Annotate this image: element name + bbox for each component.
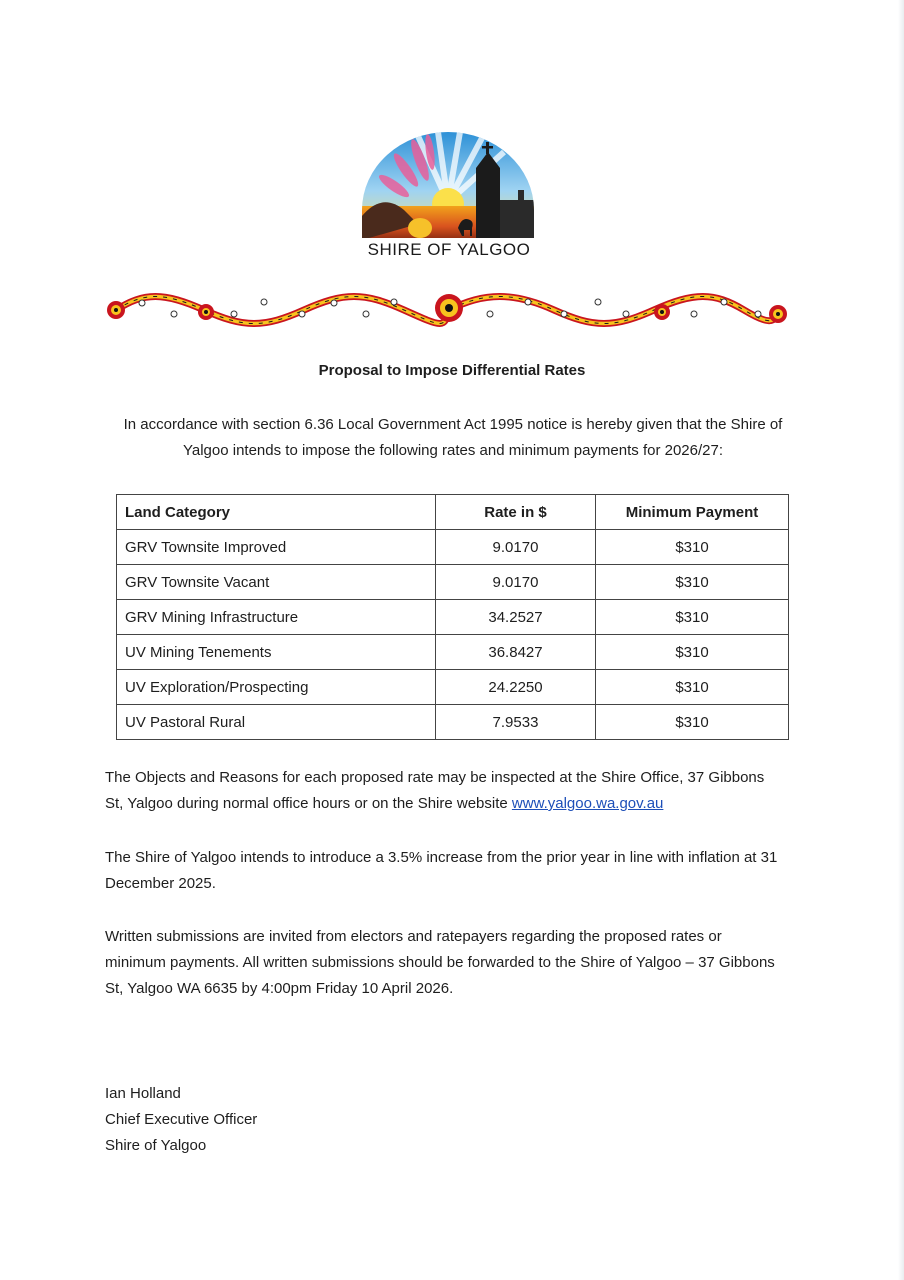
decorative-band: [104, 290, 794, 330]
table-row: [117, 565, 789, 600]
minimum-payment-cell: $310: [596, 705, 789, 740]
rate-cell: 9.0170: [436, 530, 596, 565]
land-category-cell: UV Exploration/Prospecting: [117, 670, 436, 705]
page-edge: [898, 0, 904, 1280]
signatory-organisation: Shire of Yalgoo: [105, 1137, 207, 1154]
table-row: [117, 530, 789, 565]
signature-block: [105, 1081, 257, 1159]
rates-table: [116, 494, 789, 740]
signatory-name: Ian Holland: [105, 1085, 181, 1102]
logo-emblem-icon: [358, 130, 540, 240]
land-category-cell: UV Pastoral Rural: [117, 705, 436, 740]
intro-paragraph: In accordance with section 6.36 Local Government Act 1995 notice is hereby given that the Shire of Yalgoo intends to impose the following rates and minimum payments for 2026/27:: [123, 416, 783, 459]
minimum-payment-cell: $310: [596, 530, 789, 565]
document-title: Proposal to Impose Differential Rates: [318, 362, 586, 379]
table-row: [117, 670, 789, 705]
minimum-payment-cell: $310: [596, 635, 789, 670]
logo-text: SHIRE OF YALGOO: [367, 240, 531, 259]
land-category-cell: GRV Townsite Improved: [117, 530, 436, 565]
submissions-paragraph: Written submissions are invited from electors and ratepayers regarding the proposed rates or minimum payments. All written submissions should be forwarded to the Shire of Yalgoo – 37 Gibbons St, Yalgoo WA 6635 by 4:00pm Friday 10 April 2026.: [105, 928, 775, 997]
rate-cell: 9.0170: [436, 565, 596, 600]
objects-paragraph: The Objects and Reasons for each proposed rate may be inspected at the Shire Office, 37 Gibbons St, Yalgoo during normal office hours or on the Shire website www.yalgoo.wa.gov.au: [105, 769, 765, 812]
table-header-row: [117, 495, 789, 530]
land-category-cell: GRV Townsite Vacant: [117, 565, 436, 600]
shire-logo: [358, 130, 540, 262]
land-category-cell: UV Mining Tenements: [117, 635, 436, 670]
header-minimum-payment: Minimum Payment: [596, 495, 789, 530]
increase-paragraph: The Shire of Yalgoo intends to introduce a 3.5% increase from the prior year in line with inflation at 31 December 2025.: [105, 849, 778, 892]
header-land-category: Land Category: [117, 495, 436, 530]
rate-cell: 34.2527: [436, 600, 596, 635]
rate-cell: 36.8427: [436, 635, 596, 670]
header-rate: Rate in $: [436, 495, 596, 530]
shire-website-link[interactable]: www.yalgoo.wa.gov.au: [511, 795, 664, 812]
minimum-payment-cell: $310: [596, 600, 789, 635]
land-category-cell: GRV Mining Infrastructure: [117, 600, 436, 635]
signatory-position: Chief Executive Officer: [105, 1111, 258, 1128]
table-row: [117, 705, 789, 740]
rate-cell: 24.2250: [436, 670, 596, 705]
table-row: [117, 600, 789, 635]
minimum-payment-cell: $310: [596, 565, 789, 600]
rate-cell: 7.9533: [436, 705, 596, 740]
minimum-payment-cell: $310: [596, 670, 789, 705]
table-row: [117, 635, 789, 670]
